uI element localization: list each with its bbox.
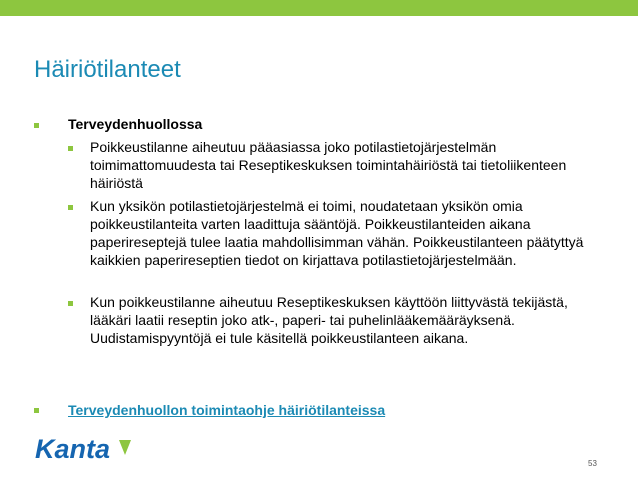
bullet-marker	[68, 301, 73, 306]
slide-title: Häiriötilanteet	[34, 56, 181, 83]
bullet-marker	[68, 146, 73, 151]
page-number: 53	[588, 459, 597, 468]
logo-accent-shape	[119, 440, 131, 455]
list-item: Poikkeustilanne aiheutuu pääasiassa joko potilastietojärjestelmän toimimattomuudesta tai Reseptikeskuksen toimintahäiriöstä tai tietoliikenteen häiriöstä	[90, 139, 567, 191]
top-accent-bar	[0, 0, 638, 16]
list-item: Kun yksikön potilastietojärjestelmä ei toimi, noudatetaan yksikön omia poikkeustilanteita varten laadittuja sääntöjä. Poikkeustilanteiden aikana paperireseptejä tulee laatia mahdollisimman vähän. Poikkeustilanteen päätyttyä kaikkien paperireseptien tiedot on kirjattava potilastietojärjestelmään.	[90, 198, 584, 268]
kanta-logo-text: Kanta	[35, 434, 111, 464]
kanta-logo	[35, 433, 135, 465]
bullet-marker	[34, 123, 39, 128]
guidelines-link[interactable]: Terveydenhuollon toimintaohje häiriötilanteissa	[68, 402, 386, 418]
bullet-marker	[68, 205, 73, 210]
section-heading: Terveydenhuollossa	[68, 116, 203, 132]
list-item: Kun poikkeustilanne aiheutuu Reseptikeskuksen käyttöön liittyvästä tekijästä, lääkäri laatii reseptin joko atk-, paperi- tai puhelinlääkemääräyksenä. Uudistamispyyntöjä ei tule käsitellä poikkeustilanteen aikana.	[90, 294, 568, 346]
bullet-marker	[34, 408, 39, 413]
